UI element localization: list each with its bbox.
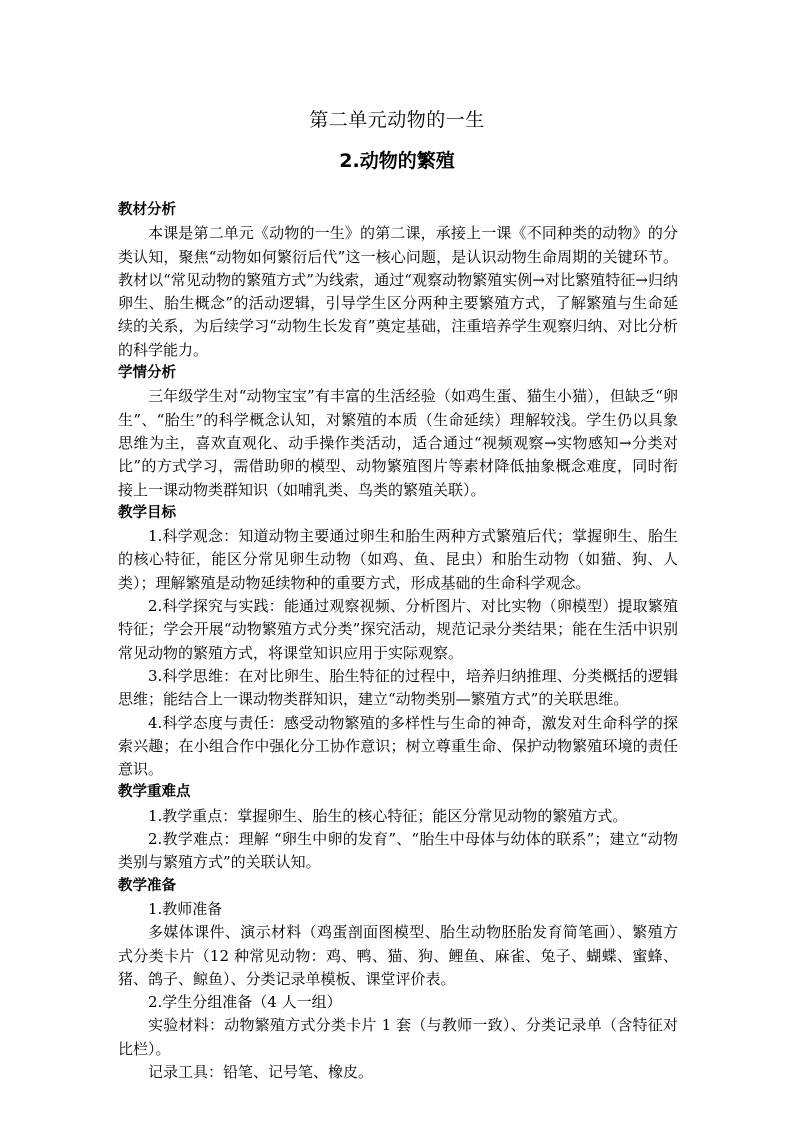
section-heading-prep: 教学准备 (118, 877, 176, 894)
paragraph-analysis: 本课是第二单元《动物的一生》的第二课，承接上一课《不同种类的动物》的分类认知，聚焦“动物如何繁衍后代”这一核心问题，是认识动物生命周期的关键环节。教材以“常见动物的繁殖方式”为线索，通过“观察动物繁殖实例→对比繁殖特征→归纳卵生、胎生概念”的活动逻辑，引导学生区分两种主要繁殖方式，了解繁殖与生命延续的关系，为后续学习“动物生长发育”奠定基础，注重培养学生观察归纳、对比分析的科学能力。 (118, 224, 678, 359)
prep-item: 1.教师准备 (148, 899, 223, 918)
goal-item: 4.科学态度与责任：感受动物繁殖的多样性与生命的神奇，激发对生命科学的探索兴趣；在小组合作中强化分工协作意识；树立尊重生命、保护动物繁殖环境的责任意识。 (118, 713, 678, 779)
section-heading-analysis: 教材分析 (118, 202, 176, 218)
section-heading-students: 学情分析 (118, 365, 176, 382)
paragraph-students: 三年级学生对“动物宝宝”有丰富的生活经验（如鸡生蛋、猫生小猫），但缺乏“卵生”、“胎生”的科学概念认知，对繁殖的本质（生命延续）理解较浅。学生仍以具象思维为主，喜欢直观化、动手操作类活动，适合通过“视频观察→实物感知→分类对比”的方式学习，需借助卵的模型、动物繁殖图片等素材降低抽象概念难度，同时衔接上一课动物类群知识（如哺乳类、鸟类的繁殖关联）。 (118, 387, 678, 499)
goal-item: 3.科学思维：在对比卵生、胎生特征的过程中，培养归纳推理、分类概括的逻辑思维；能结合上一课动物类群知识，建立“动物类别—繁殖方式”的关联思维。 (118, 666, 678, 709)
prep-item: 2.学生分组准备（4 人一组） (148, 993, 342, 1012)
prep-item: 记录工具：铅笔、记号笔、橡皮。 (148, 1062, 374, 1081)
section-heading-keypoints: 教学重难点 (118, 784, 191, 801)
document-body (118, 199, 678, 1084)
goal-item: 1.科学观念：知道动物主要通过卵生和胎生两种方式繁殖后代；掌握卵生、胎生的核心特征，能区分常见卵生动物（如鸡、鱼、昆虫）和胎生动物（如猫、狗、人类）；理解繁殖是动物延续物种的重要方式，形成基础的生命科学观念。 (118, 527, 678, 592)
keypoint-item: 1.教学重点：掌握卵生、胎生的核心特征；能区分常见动物的繁殖方式。 (148, 806, 628, 825)
section-heading-goals: 教学目标 (118, 504, 176, 521)
prep-item: 多媒体课件、演示材料（鸡蛋剖面图模型、胎生动物胚胎发育简笔画）、繁殖方式分类卡片（12 种常见动物：鸡、鸭、猫、狗、鲤鱼、麻雀、兔子、蝴蝶、蜜蜂、猪、鸽子、鲸鱼）、分类记录单模板、课堂评价表。 (118, 923, 678, 988)
goal-item: 2.科学探究与实践：能通过观察视频、分析图片、对比实物（卵模型）提取繁殖特征；学会开展“动物繁殖方式分类”探究活动，规范记录分类结果；能在生活中识别常见动物的繁殖方式，将课堂知识应用于实际观察。 (118, 597, 678, 662)
keypoint-item: 2.教学难点：理解 “卵生中卵的发育”、“胎生中母体与幼体的联系”；建立“动物类别与繁殖方式”的关联认知。 (118, 830, 678, 872)
lesson-title: 2.动物的繁殖 (339, 150, 455, 172)
prep-item: 实验材料：动物繁殖方式分类卡片 1 套（与教师一致）、分类记录单（含特征对比栏）。 (118, 1016, 678, 1058)
document-title: 第二单元动物的一生 (309, 109, 485, 131)
